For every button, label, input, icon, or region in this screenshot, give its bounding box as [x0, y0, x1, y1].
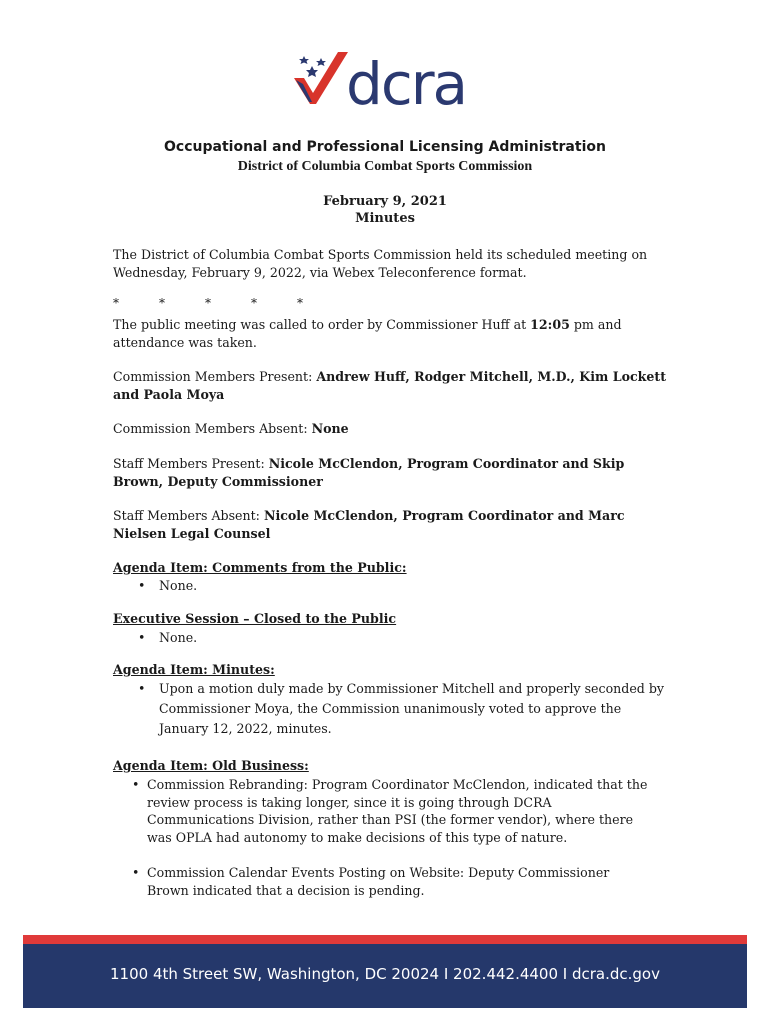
list-item: • None.: [138, 630, 198, 645]
public-comments-heading: Agenda Item: Comments from the Public:: [113, 560, 407, 575]
footer-address: 1100 4th Street SW, Washington, DC 20024 I 202.442.4400 I dcra.dc.gov: [110, 965, 660, 983]
minutes-heading: Agenda Item: Minutes:: [113, 662, 275, 677]
call-to-order: The public meeting was called to order by Commissioner Huff at 12:05 pm and attendance was taken.: [113, 317, 622, 350]
agency-title: Occupational and Professional Licensing Administration: [164, 139, 606, 155]
commission-title: District of Columbia Combat Sports Commission: [237, 159, 533, 174]
staff-absent: Staff Members Absent: Nicole McClendon, Program Coordinator and Marc Nielsen Legal Counsel: [113, 508, 625, 541]
members-present: Commission Members Present: Andrew Huff, Rodger Mitchell, M.D., Kim Lockett and Paola Moya: [113, 369, 667, 402]
footer-stripe: [23, 935, 747, 944]
intro-paragraph: The District of Columbia Combat Sports Commission held its scheduled meeting on Wednesday, February 9, 2022, via Webex Teleconference format.: [113, 247, 648, 280]
old-business-heading: Agenda Item: Old Business:: [113, 758, 309, 773]
staff-present: Staff Members Present: Nicole McClendon, Program Coordinator and Skip Brown, Deputy Commissioner: [113, 456, 625, 489]
list-item: • Commission Rebranding: Program Coordinator McClendon, indicated that the review process is taking longer, since it is going through DCRA Communications Division, rather than PSI (the former vendor), where there was OPLA had autonomy to make decisions of this type of nature.: [132, 777, 648, 845]
meeting-date: February 9, 2021: [323, 194, 447, 209]
list-item: • Commission Calendar Events Posting on Website: Deputy Commissioner Brown indicated that a decision is pending.: [132, 865, 610, 898]
members-absent: Commission Members Absent: None: [113, 421, 349, 436]
separator-stars: * * * * *: [113, 296, 303, 310]
logo-stars: [299, 56, 326, 77]
list-item: • Upon a motion duly made by Commissioner Mitchell and properly seconded by Commissioner Moya, the Commission unanimously voted to approve the January 12, 2022, minutes.: [138, 681, 665, 736]
logo-text: dcra: [346, 50, 467, 114]
dcra-logo: [292, 44, 482, 114]
executive-session-heading: Executive Session – Closed to the Public: [113, 611, 397, 626]
list-item: • None.: [138, 578, 198, 593]
document-type: Minutes: [355, 211, 415, 226]
